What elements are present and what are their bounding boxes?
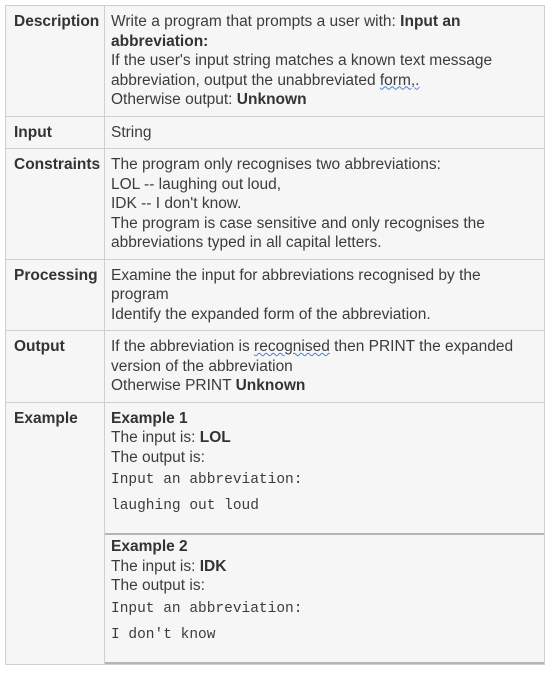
output-row (6, 331, 545, 403)
specification-table (5, 5, 545, 665)
constraints-line-3: IDK -- I don't know. (111, 195, 242, 212)
example-1-title: Example 1 (111, 409, 188, 427)
description-line-1: Write a program that prompts a user with: Input an abbreviation: (111, 13, 461, 50)
example-1-code-line-1: Input an abbreviation: (111, 472, 303, 488)
prompt-text: Input an abbreviation: (111, 13, 461, 50)
constraints-line-1: The program only recognises two abbreviations: (111, 156, 441, 173)
example-2-output-label: The output is: (111, 577, 205, 594)
output-line-1: If the abbreviation is recognised then PRINT the expanded version of the abbreviation (111, 338, 514, 375)
processing-content (105, 259, 545, 331)
example-2-title: Example 2 (111, 538, 188, 555)
description-line-3: Otherwise output: Unknown (111, 91, 307, 108)
processing-line-1: Examine the input for abbreviations recognised by the program (111, 266, 481, 303)
input-row (6, 116, 545, 149)
description-line-2: If the user's input string matches a known text message abbreviation, output the unabbreviated form,. (111, 52, 493, 89)
example-2 (111, 535, 536, 662)
example-1-code-line-2: laughing out loud (111, 498, 259, 514)
description-content (105, 6, 545, 117)
description-label: Description (6, 6, 105, 117)
example-content (105, 402, 545, 664)
spellcheck-word-recognised[interactable]: recognised (254, 338, 330, 355)
constraints-line-4: The program is case sensitive and only recognises the abbreviations typed in all capital letters. (111, 214, 485, 251)
output-line-2: Otherwise PRINT Unknown (111, 377, 306, 394)
unknown-text: Unknown (235, 377, 306, 394)
constraints-content (105, 149, 545, 260)
output-label: Output (6, 331, 105, 403)
example-2-code-line-2: I don't know (111, 626, 216, 643)
input-value: String (105, 116, 545, 149)
input-label: Input (6, 116, 105, 149)
example-bottom-border (105, 662, 544, 664)
example-2-code-line-1: Input an abbreviation: (111, 600, 303, 617)
processing-line-2: Identify the expanded form of the abbreviation. (111, 305, 431, 323)
unknown-text: Unknown (236, 91, 307, 108)
processing-row (6, 259, 545, 331)
constraints-row (6, 149, 545, 260)
processing-label: Processing (6, 259, 105, 331)
description-row (6, 6, 545, 117)
constraints-label: Constraints (6, 149, 105, 260)
example-1-output-label: The output is: (111, 448, 205, 466)
example-1-input: The input is: LOL (111, 429, 231, 446)
output-content (105, 331, 545, 403)
example-row (6, 402, 545, 664)
example-label: Example (6, 402, 105, 664)
constraints-line-2: LOL -- laughing out loud, (111, 175, 282, 193)
example-1 (111, 409, 536, 534)
example-2-input: The input is: IDK (111, 557, 227, 575)
spellcheck-word-form[interactable]: form,. (379, 71, 420, 89)
